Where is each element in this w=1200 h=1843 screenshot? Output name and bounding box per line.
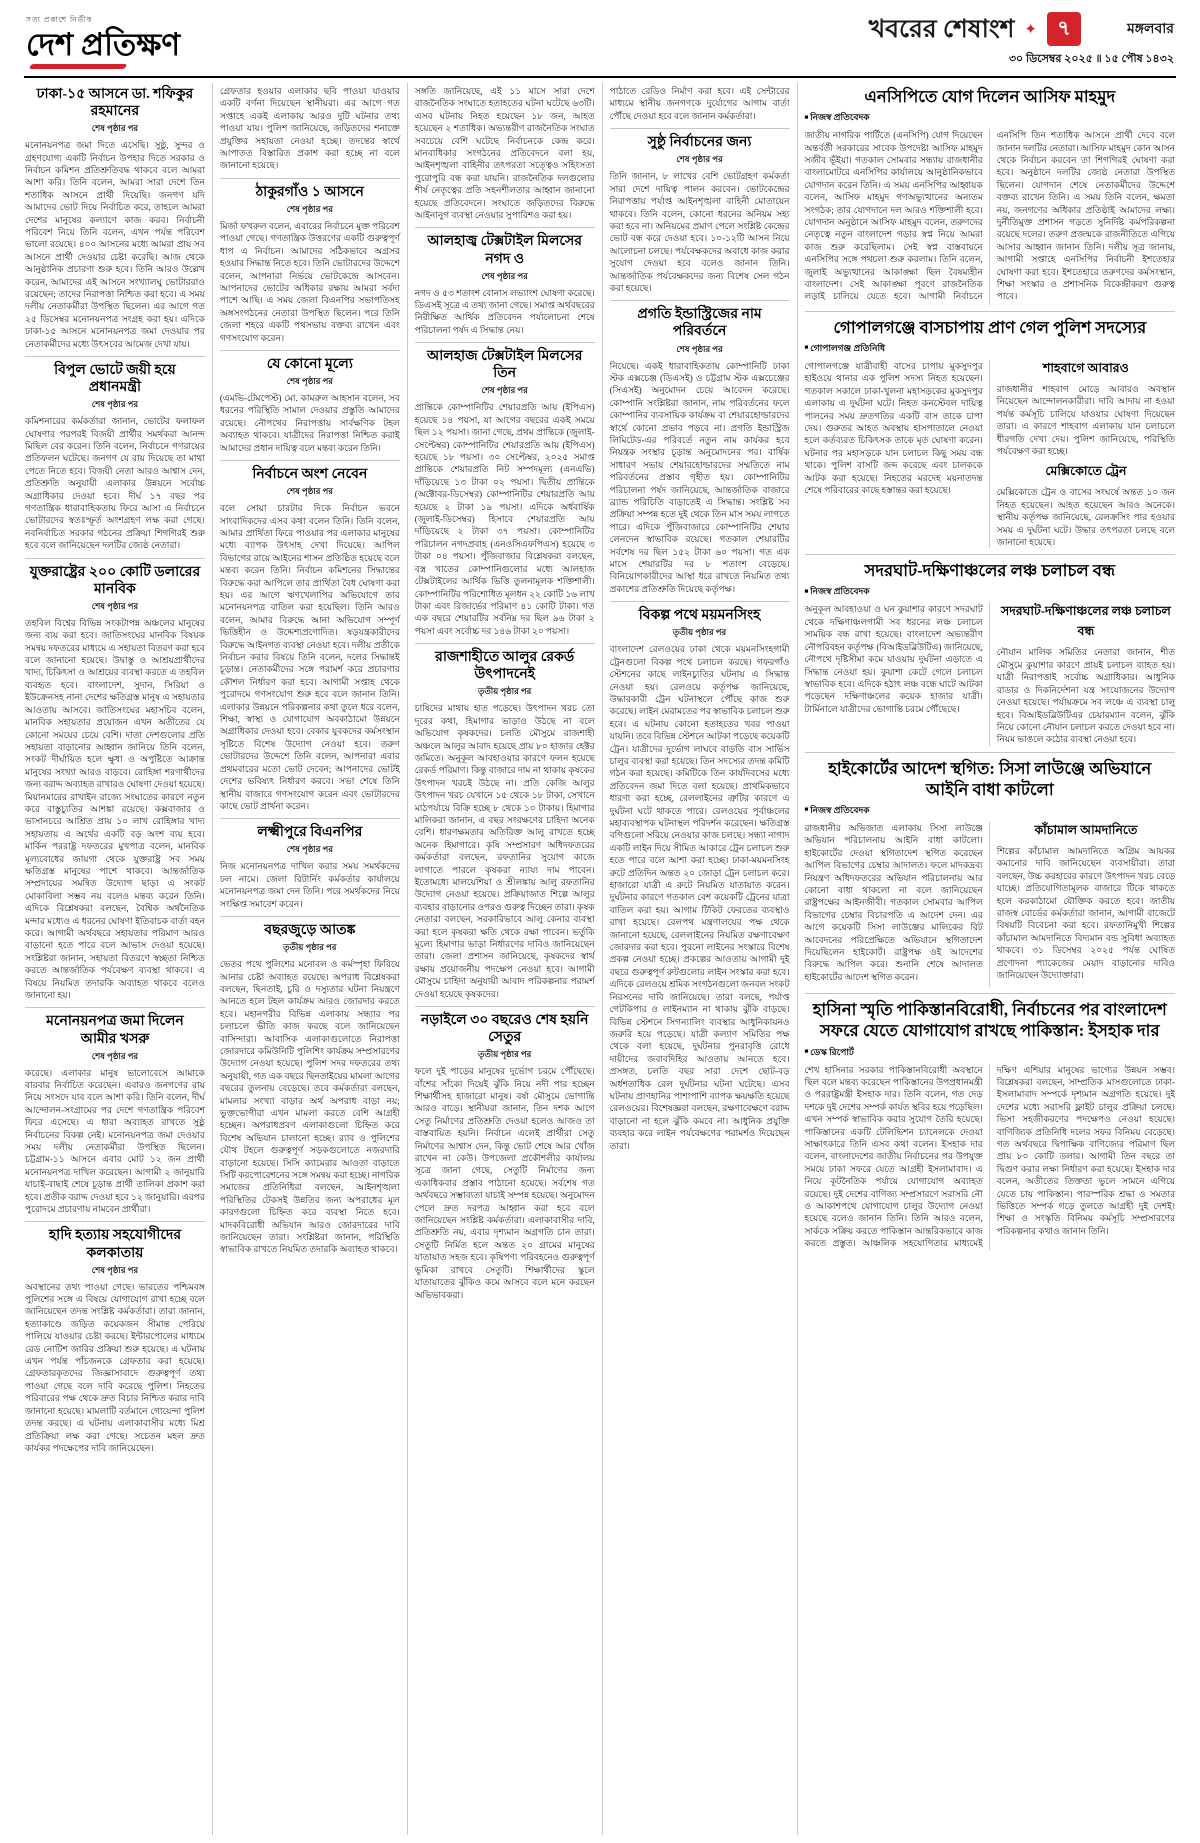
inner-headline: মেক্সিকোতে ট্রেন [1045, 464, 1127, 479]
continued-from-note: শেষ পৃষ্ঠার পর [91, 399, 139, 410]
article-body: পাঠাতে রেডিও নির্মাণ করা হবে। এই সেন্টারের মাধ্যমে স্থানীয় জনগণকে দুর্যোগের আগাম বার্তা পৌঁছে দেওয়া হবে বলে জানান কর্মকর্তারা। [609, 86, 790, 121]
article [415, 643, 595, 1000]
article [220, 460, 400, 812]
article-headline: এনসিপিতে যোগ দিলেন আসিফ মাহমুদ [864, 87, 1116, 106]
article-headline: যে কোনো মূল্যে [266, 356, 353, 372]
article [805, 311, 1176, 549]
article-headline: লক্ষ্মীপুরে বিএনপির [257, 825, 363, 841]
byline: ■ নিজস্ব প্রতিবেদক [805, 803, 1176, 818]
header-right-row [869, 12, 1174, 46]
article-body: মির্জা ফখরুল বলেন, এবারের নির্বাচনে মুক্ত পরিবেশ পাওয়া গেছে। গণতান্ত্রিক উত্তরণের একটি গুরুত্বপূর্ণ ধাপ এ নির্বাচন। আমাদের সঠিকভাবে অগ্রসর হওয়ার সিদ্ধান্ত নিতে হবে। তিনি ভোটারদের উদ্দেশে বলেন, আপনারা নির্ভয়ে ভোটকেন্দ্রে আসবেন। আপনাদের ভোটের অধিকার রক্ষায় আমরা সর্বদা পাশে আছি। এ সময় জেলা বিএনপির সভাপতিসহ অঙ্গসংগঠনের নেতারা উপস্থিত ছিলেন। পরে তিনি জেলা শহরে একটি পথসভায় বক্তব্য রাখেন এবং গণসংযোগ করেন। [219, 220, 400, 343]
header-right [869, 12, 1174, 69]
continued-from-note: শেষ পৃষ্ঠার পর [286, 203, 333, 214]
continued-from-note: শেষ পৃষ্ঠার পর [481, 385, 528, 396]
article-body: তিনি জানান, ৮ লাখের বেশি ভোটগ্রহণ কর্মকর্তা সারা দেশে দায়িত্ব পালন করবেন। ভোটকেন্দ্রের নিরাপত্তায় পর্যাপ্ত আইনশৃঙ্খলা বাহিনী মোতায়েন থাকবে। তিনি বলেন, কোনো ধরনের অনিয়ম সহ্য করা হবে না। অনিয়মের প্রমাণ পেলে সংশ্লিষ্ট কেন্দ্রের ভোট বন্ধ করে দেওয়া হবে। ১০-১২টি আসন নিয়ে আলোচনা চলছে। পর্যবেক্ষকদের অবাধে কাজ করার সুযোগ দেওয়া হবে বলেও জানান তিনি। আন্তর্জাতিক পর্যবেক্ষকদের জন্য বিশেষ সেল গঠন করা হয়েছে। [609, 171, 790, 293]
continued-from-note: শেষ পৃষ্ঠার পর [676, 343, 723, 354]
article-headline: ঢাকা-১৫ আসনে ডা. শফিকুর রহমানের [36, 87, 194, 120]
byline: ■ নিজস্ব প্রতিবেদক [805, 110, 1176, 125]
news-column-4 [603, 83, 798, 1835]
article [415, 342, 595, 637]
continued-from-note: শেষ পৃষ্ঠার পর [91, 1050, 139, 1061]
article-body: বাংলাদেশ রেলওয়ের ঢাকা থেকে ময়মনসিংহগামী ট্রেনগুলো বিকল্প পথে চলাচল করছে। গফরগাঁও স্টেশনের কাছে লাইনচ্যুতির ঘটনায় এ সিদ্ধান্ত নেওয়া হয়। রেলওয়ে কর্তৃপক্ষ জানিয়েছে, উদ্ধারকারী ট্রেন ঘটনাস্থলে পৌঁছে কাজ শুরু করেছে। লাইন মেরামতের পর স্বাভাবিক চলাচল শুরু হবে। এ ঘটনায় কোনো হতাহতের খবর পাওয়া যায়নি। তবে বিভিন্ন স্টেশনে আটকা পড়েছে কয়েকটি ট্রেন। যাত্রীদের দুর্ভোগ লাঘবে বাড়তি বাস সার্ভিস চালুর ব্যবস্থা করা হয়েছে। তিন সদস্যের তদন্ত কমিটি গঠন করা হয়েছে। কমিটিকে তিন কার্যদিবসের মধ্যে প্রতিবেদন জমা দিতে বলা হয়েছে। প্রাথমিকভাবে ধারণা করা হচ্ছে, রেললাইনের ত্রুটির কারণে এ দুর্ঘটনা ঘটে থাকতে পারে। রেলওয়ের পূর্বাঞ্চলের মহাব্যবস্থাপক ঘটনাস্থল পরিদর্শন করেছেন। ক্ষতিগ্রস্ত বগিগুলো সরিয়ে নেওয়ার কাজ চলছে। সন্ধ্যা নাগাদ একটি লাইন দিয়ে সীমিত আকারে ট্রেন চলাচল শুরু হতে পারে বলে আশা করা হচ্ছে। ঢাকা-ময়মনসিংহ রুটে প্রতিদিন অন্তত ২০ জোড়া ট্রেন চলাচল করে। হাজারো যাত্রী এ রুটে নিয়মিত যাতায়াত করেন। দুর্ঘটনার কারণে গতকাল বেশ কয়েকটি ট্রেনের যাত্রা বাতিল করা হয়। আগাম টিকিট ফেরতের ব্যবস্থাও রাখা হয়েছে। রেলপথ মন্ত্রণালয়ের পক্ষ থেকে জানানো হয়েছে, রেললাইনের নিয়মিত রক্ষণাবেক্ষণ জোরদার করা হবে। পুরনো লাইনের সংস্কারে বিশেষ প্রকল্প নেওয়া হচ্ছে। প্রকল্পের আওতায় আগামী দুই বছরে গুরুত্বপূর্ণ রুটগুলোর লাইন সংস্কার করা হবে। এদিকে রেলওয়ে শ্রমিক সংগঠনগুলো জনবল সংকট নিরসনের দাবি জানিয়েছে। তারা বলছে, পর্যাপ্ত গেটকিপার ও লাইনম্যান না থাকায় ঝুঁকি বাড়ছে। বিভিন্ন স্টেশনে সিগন্যালিং ব্যবস্থার আধুনিকায়নও জরুরি হয়ে পড়েছে। যাত্রী কল্যাণ সমিতির পক্ষ থেকে বলা হয়েছে, দুর্ঘটনার পুনরাবৃত্তি রোধে দায়ীদের জবাবদিহির আওতায় আনতে হবে। প্রসঙ্গত, চলতি বছর সারা দেশে ছোট-বড় অর্ধশতাধিক রেল দুর্ঘটনার ঘটনা ঘটেছে। এসব ঘটনায় প্রাণহানির পাশাপাশি ব্যাপক ক্ষয়ক্ষতি হয়েছে রেলওয়ের। বিশেষজ্ঞরা বলছেন, রক্ষণাবেক্ষণে বরাদ্দ বাড়ানো না হলে ঝুঁকি কমবে না। আধুনিক প্রযুক্তি ব্যবহার করে লাইন পর্যবেক্ষণের পরামর্শও দিয়েছেন তারা। [609, 644, 790, 1151]
continued-from-note: তৃতীয় পৃষ্ঠার পর [478, 686, 532, 697]
continued-from-note: তৃতীয় পৃষ্ঠার পর [283, 942, 337, 953]
inner-headline: শাহবাগে আবারও [1043, 360, 1129, 375]
article-body: কমিশনারের কর্মকর্তারা জানান, ভোটের ফলাফল ঘোষণার পরপরই বিজয়ী প্রার্থীর সমর্থকরা আনন্দ মিছিল বের করেন। তিনি বলেন, নির্বাচনে গণরায়ের প্রতিফলন ঘটেছে। জনগণ যে রায় দিয়েছে তা মাথা পেতে নিতে হবে। বিজয়ী নেতা আরও আশ্বাস দেন, প্রতিশ্রুতি অনুযায়ী এলাকার উন্নয়নে সর্বোচ্চ অগ্রাধিকার দেওয়া হবে। দীর্ঘ ১৭ বছর পর গণতান্ত্রিক ধারাবাহিকতায় ফিরে আসা এ নির্বাচনে ভোটারদের স্বতঃস্ফূর্ত অংশগ্রহণ লক্ষ করা গেছে। নবনির্বাচিত সরকার গঠনের প্রক্রিয়া শিগগিরই শুরু হবে বলে জানিয়েছেন দলটির জ্যেষ্ঠ নেতারা। [25, 416, 205, 551]
article-headline: আলহাজ্ব টেক্সটাইল মিলসের নগদ ও [427, 234, 582, 267]
article [415, 85, 595, 221]
byline: ■ গোপালগঞ্জ প্রতিনিধি [805, 341, 1176, 356]
masthead [26, 15, 180, 69]
article-body: গোপালগঞ্জে যাত্রীবাহী বাসের চাপায় মুকসুদপুর হাইওয়ে থানার এক পুলিশ সদস্য নিহত হয়েছেন। গতকাল সকালে ঢাকা-খুলনা মহাসড়কের মুকসুদপুর এলাকায় এ দুর্ঘটনা ঘটে। নিহত কনস্টেবল দায়িত্ব পালনের সময় দ্রুতগতির একটি বাস তাকে চাপা দেয়। গুরুতর আহত অবস্থায় হাসপাতালে নেওয়া হলে কর্তব্যরত চিকিৎসক তাকে মৃত ঘোষণা করেন। ঘটনার পর মহাসড়কে যান চলাচল কিছু সময় বন্ধ থাকে। পুলিশ বাসটি জব্দ করেছে এবং চালককে আটক করা হয়েছে। নিহতের মরদেহ ময়নাতদন্ত শেষে পরিবারের কাছে হস্তান্তর করা হয়েছে। [804, 360, 983, 495]
ornament-icon: ✦ [1024, 21, 1037, 38]
article-body-columns [805, 129, 1176, 305]
article [610, 300, 790, 595]
article [415, 1006, 595, 1301]
continued-from-note: তৃতীয় পৃষ্ঠার পর [672, 627, 727, 638]
article-body: রাজধানীর শাহবাগ মোড়ে আবারও অবস্থান নিয়েছেন আন্দোলনকারীরা। দাবি আদায় না হওয়া পর্যন্ত কর্মসূচি চালিয়ে যাওয়ার ঘোষণা দিয়েছেন তারা। এ কারণে শাহবাগ এলাকায় যান চলাচলে ধীরগতি দেখা দেয়। পুলিশ জানিয়েছে, পরিস্থিতি পর্যবেক্ষণ করা হচ্ছে। [996, 383, 1176, 456]
continued-from-note: শেষ পৃষ্ঠার পর [286, 376, 333, 387]
news-column-2 [213, 83, 408, 1835]
article [25, 1221, 205, 1454]
article-body: নিয়েছে। একই ধারাবাহিকতায় কোম্পানিটি ঢাকা স্টক এক্সচেঞ্জ (ডিএসই) ও চট্টগ্রাম স্টক এক্সচেঞ্জের (সিএসই) অনুমোদন চেয়ে আবেদন করেছে। কোম্পানি সংশ্লিষ্টরা জানান, নাম পরিবর্তনের ফলে কোম্পানির ব্যবসায়িক কার্যক্রম বা শেয়ারহোল্ডারদের স্বার্থে কোনো প্রভাব পড়বে না। প্রগতি ইন্ডাস্ট্রিজ লিমিটেড-এর পরিবর্তে নতুন নাম কার্যকর হবে নিয়ন্ত্রক সংস্থার চূড়ান্ত অনুমোদনের পর। বার্ষিক সাধারণ সভায় শেয়ারহোল্ডারদের সম্মতিতে নাম পরিবর্তনের প্রস্তাব গৃহীত হয়। কোম্পানিটির পরিচালনা পর্ষদ জানিয়েছে, আন্তর্জাতিক বাজারে ব্র্যান্ড পরিচিতি বাড়াতেই এ সিদ্ধান্ত। সংশ্লিষ্ট সব প্রক্রিয়া সম্পন্ন হতে দুই থেকে তিন মাস সময় লাগতে পারে। এদিকে পুঁজিবাজারে কোম্পানিটির শেয়ার লেনদেন স্বাভাবিক রয়েছে। গতকাল শেয়ারটির সর্বশেষ দর ছিল ১৫২ টাকা ৬০ পয়সা। গত এক মাসে শেয়ারটির দর ৮ শতাংশ বেড়েছে। বিনিয়োগকারীদের আস্থা ধরে রাখতে নিয়মিত তথ্য প্রকাশের প্রতিশ্রুতি দিয়েছে কর্তৃপক্ষ। [609, 360, 790, 594]
article [610, 128, 790, 294]
inner-headline: সদরঘাট-দক্ষিণাঞ্চলের লঞ্চ চলাচল বন্ধ [1000, 604, 1171, 639]
article-headline: মনোনয়নপত্র জমা দিলেন আমীর খসরু [46, 1014, 184, 1047]
article-headline: হাইকোর্টের আদেশ স্থগিত: সিসা লাউঞ্জে অভিযানে আইনি বাধা কা‌টলো [828, 758, 1152, 799]
page-header [24, 6, 1176, 76]
article-body: বলে সোয়া চারটার দিকে নির্বাচন ভবনে সাংবাদিকদের এসব কথা বলেন তিনি। তিনি বলেন, আমার প্রার্থিতা ফিরে পাওয়ার পর এলাকার মানুষের মধ্যে ব্যাপক উৎসাহ দেখা দিয়েছে। আপিল বিভাগের রায়ে আইনের শাসন প্রতিষ্ঠিত হয়েছে বলে মন্তব্য করেন তিনি। নির্বাচন কমিশনের সিদ্ধান্তের বিরুদ্ধে করা আপিলে তার প্রার্থিতা বৈধ ঘোষণা করা হয়। এর আগে ঋণখেলাপির অভিযোগে তার মনোনয়নপত্র বাতিল করা হয়েছিল। তিনি আরও বলেন, আমার বিরুদ্ধে আনা অভিযোগ সম্পূর্ণ ভিত্তিহীন ও উদ্দেশ্যপ্রণোদিত। ষড়যন্ত্রকারীদের বিরুদ্ধে আইনগত ব্যবস্থা নেওয়া হবে। দলীয় প্রতীকে নির্বাচন করার বিষয়ে তিনি বলেন, দলের সিদ্ধান্তই চূড়ান্ত। নেতাকর্মীদের সঙ্গে পরামর্শ করে প্রচারণার কৌশল নির্ধারণ করা হবে। আগামী সপ্তাহ থেকে পুরোদমে গণসংযোগ শুরু হবে বলে জানান তিনি। এলাকার উন্নয়নে পরিকল্পনার কথা তুলে ধরে বলেন, শিক্ষা, স্বাস্থ্য ও যোগাযোগ অবকাঠামো উন্নয়নে অগ্রাধিকার দেওয়া হবে। বেকার যুবকদের কর্মসংস্থান সৃষ্টিতে বিশেষ উদ্যোগ নেওয়া হবে। তরুণ ভোটারদের উদ্দেশে তিনি বলেন, আপনারা এবার প্রথমবারের মতো ভোট দেবেন; আপনাদের ভোটই দেশের ভবিষ্যৎ নির্ধারণ করবে। সভা শেষে তিনি স্থানীয় বাজারে গণসংযোগ করেন এবং ভোটারদের কাছে ভোট প্রার্থনা করেন। [219, 503, 400, 811]
masthead-tagline: সত্য প্রকাশে নির্ভীক [26, 15, 93, 24]
article-body-columns [805, 822, 1176, 987]
article [805, 993, 1176, 1249]
article-headline: বিকল্প পথে ময়মনসিংহ [638, 608, 761, 624]
article-body: সঙ্গতি জানিয়েছে, এই ১১ মাসে সারা দেশে রাজনৈতিক সংঘাতে হতাহতের ঘটনা ঘটেছে ৬৩টি। এসব ঘটনায় নিহত হয়েছেন ১৮ জন, আহত হয়েছেন ২ শতাধিক। অভ্যন্তরীণ রাজনৈতিক সংঘাত সবচেয়ে বেশি ঘটেছে নির্বাচনকে কেন্দ্র করে। মানবাধিকার সংগঠনের প্রতিবেদনে বলা হয়, আইনশৃঙ্খলা বাহিনীর তৎপরতা সত্ত্বেও সহিংসতা পুরোপুরি বন্ধ করা যায়নি। রাজনৈতিক দলগুলোর শীর্ষ নেতৃত্বের প্রতি সহনশীলতার আহ্বান জানানো হয়েছে প্রতিবেদনে। সংঘাতে জড়িতদের বিরুদ্ধে আইনানুগ ব্যবস্থা নেওয়ার সুপারিশও করা হয়। [414, 86, 595, 221]
article-body: চাষিদের মাথায় হাত পড়েছে। উৎপাদন খরচ তো দূরের কথা, হিমাগার ভাড়াও উঠছে না বলে অভিযোগ কৃষকদের। চলতি মৌসুমে রাজশাহী অঞ্চলে আলুর আবাদ হয়েছে প্রায় ৮০ হাজার হেক্টর জমিতে। অনুকূল আবহাওয়ার কারণে ফলন হয়েছে রেকর্ড পরিমাণ। কিন্তু বাজারে দাম না থাকায় কৃষকের উৎপাদন খরচই উঠছে না। প্রতি কেজি আলুর উৎপাদন খরচ যেখানে ১৫ থেকে ১৮ টাকা, সেখানে মাঠপর্যায়ে বিক্রি হচ্ছে ৮ থেকে ১০ টাকায়। হিমাগার মালিকরা জানান, এ বছর সংরক্ষণের চাহিদা অনেক বেশি। ধারণক্ষমতার অতিরিক্ত আলু রাখতে হচ্ছে অনেক হিমাগারে। কৃষি সম্প্রসারণ অধিদফতরের কর্মকর্তারা বলছেন, রফতানির সুযোগ কাজে লাগাতে পারলে কৃষকরা ন্যায্য দাম পাবেন। ইতোমধ্যে মালয়েশিয়া ও শ্রীলঙ্কায় আলু রফতানির উদ্যোগ নেওয়া হয়েছে। প্রক্রিয়াজাত শিল্পে আলুর ব্যবহার বাড়ানোর ওপরও গুরুত্ব দিচ্ছেন তারা। কৃষক নেতারা বলছেন, সরকারিভাবে আলু কেনার ব্যবস্থা করা হলে কৃষকরা ক্ষতি থেকে রক্ষা পাবেন। ভর্তুকি মূল্যে হিমাগার ভাড়া নির্ধারণের দাবিও জানিয়েছেন তারা। জেলা প্রশাসন জানিয়েছে, কৃষকদের স্বার্থ রক্ষায় প্রয়োজনীয় পদক্ষেপ নেওয়া হবে। আগামী মৌসুমে চাহিদা অনুযায়ী আবাদ পরিকল্পনার পরামর্শ দেওয়া হয়েছে কৃষকদের। [414, 703, 595, 999]
article-headline: ঠাকুরগাঁও ১ আসনে [255, 184, 364, 200]
inner-headline: কাঁচামাল আমদানিতে [1034, 822, 1138, 837]
article-headline: বছরজুড়ে আতঙ্ক [264, 923, 356, 939]
article [220, 178, 400, 344]
news-column-1 [24, 83, 213, 1835]
article-body: ভেতর পথে পুলিশের মনোবল ও কর্মস্পৃহা ফিরিয়ে আনার চেষ্টা অব্যাহত রয়েছে। অপরাধ বিশ্লেষকরা বলছেন, ছিনতাই, চুরি ও দস্যুতার ঘটনা নিয়ন্ত্রণে আনতে হলে টহল কার্যক্রম আরও জোরদার করতে হবে। মহানগরীর বিভিন্ন এলাকায় সন্ধ্যার পর চলাচলে ভীতি কাজ করছে বলে জানিয়েছেন বাসিন্দারা। আবাসিক এলাকাগুলোতে নিরাপত্তা জোরদারে কমিউনিটি পুলিশিং কার্যক্রম সম্প্রসারণের উদ্যোগ নেওয়া হয়েছে। পুলিশ সদর দফতরের তথ্য অনুযায়ী, গত এক বছরে ছিনতাইয়ের মামলা আগের বছরের তুলনায় বেড়েছে। তবে কর্মকর্তারা বলছেন, মামলার সংখ্যা বাড়ার অর্থ অপরাধ বাড়া নয়; ভুক্তভোগীরা এখন মামলা করতে বেশি আগ্রহী হচ্ছেন। অপরাধপ্রবণ এলাকাগুলো চিহ্নিত করে বিশেষ অভিযান চালানো হচ্ছে। র‍্যাব ও পুলিশের যৌথ টহলে গুরুত্বপূর্ণ সড়কগুলোতে নজরদারি বাড়ানো হয়েছে। সিসি ক্যামেরার আওতা বাড়াতে সিটি করপোরেশনের সঙ্গে সমন্বয় করা হচ্ছে। নাগরিক সমাজের প্রতিনিধিরা বলছেন, আইনশৃঙ্খলা পরিস্থিতির টেকসই উন্নতির জন্য অপরাধের মূল কারণগুলো চিহ্নিত করে ব্যবস্থা নিতে হবে। মাদকবিরোধী অভিযান আরও জোরদারের দাবি জানিয়েছেন তারা। সংশ্লিষ্টরা জানান, পরিস্থিতি স্বাভাবিক রাখতে নিয়মিত তদারকি অব্যাহত থাকবে। [219, 959, 400, 1255]
article [25, 86, 205, 350]
article-headline: আলহাজ টেক্সটাইল মিলসের তিন [426, 349, 583, 382]
article-body: গ্রেফতার হওয়ার এলাকার ছবি পাওয়া যাওয়ার একটি বর্ণনা দিয়েছেন স্থানীয়রা। এর আগে গত সপ্তাহে একই এলাকায় আরও দুটি ঘটনার তথ্য পাওয়া যায়। পুলিশ জানিয়েছে, জড়িতদের শনাক্তে প্রযুক্তির সহায়তা নেওয়া হচ্ছে। তদন্তের স্বার্থে আপাতত বিস্তারিত প্রকাশ করা হচ্ছে না বলে জানানো হয়েছে। [219, 86, 400, 171]
article-body: নগদ ও ৫৩ শতাংশ বোনাস লভ্যাংশ ঘোষণা করেছে। ডিএসই সূত্রে এ তথ্য জানা গেছে। সমাপ্ত অর্থবছরের নিরীক্ষিত আর্থিক প্রতিবেদন পর্যালোচনা শেষে পরিচালনা পর্ষদ এ সিদ্ধান্ত নেয়। [414, 287, 595, 335]
article-body: ফলে দুই পাড়ের মানুষের দুর্ভোগ চরমে পৌঁছেছে। বাঁশের সাঁকো দিয়েই ঝুঁকি নিয়ে নদী পার হচ্ছেন শিক্ষার্থীসহ হাজারো মানুষ। বর্ষা মৌসুমে ভোগান্তি আরও বাড়ে। স্থানীয়রা জানান, তিন দশক আগে সেতু নির্মাণের প্রতিশ্রুতি দেওয়া হলেও আজও তা বাস্তবায়িত হয়নি। নির্বাচন এলেই প্রার্থীরা সেতু নির্মাণের আশ্বাস দেন, কিন্তু ভোট শেষে আর খোঁজ রাখেন না কেউ। উপজেলা প্রকৌশলীর কার্যালয় সূত্রে জানা গেছে, সেতুটি নির্মাণের জন্য একাধিকবার প্রস্তাব পাঠানো হয়েছে। সর্বশেষ গত অর্থবছরে সম্ভাব্যতা যাচাই সম্পন্ন হয়েছে। অনুমোদন পেলে দ্রুত দরপত্র আহ্বান করা হবে বলে জানিয়েছেন সংশ্লিষ্ট কর্মকর্তারা। এলাকাবাসীর দাবি, প্রতিশ্রুতি নয়, এবার দৃশ্যমান অগ্রগতি চান তারা। সেতুটি নির্মিত হলে অন্তত ২০ গ্রামের মানুষের যাতায়াত সহজ হবে। কৃষিপণ্য পরিবহনেও গুরুত্বপূর্ণ ভূমিকা রাখবে সেতুটি। শিক্ষার্থীদের স্কুলে যাতায়াতের ঝুঁকিও কমে আসবে বলে মনে করছেন অভিভাবকরা। [414, 1066, 595, 1300]
article [220, 818, 400, 910]
article-headline: হাদি হত্যায় সহযোগীদের কলকাতায় [48, 1228, 182, 1261]
article-headline: বিপুল ভোটে জয়ী হয়ে প্রধানমন্ত্রী [54, 363, 176, 396]
article [805, 86, 1176, 305]
article [805, 554, 1176, 745]
article [25, 356, 205, 552]
article-headline: সুষ্ঠু নির্বাচনের জন্য [647, 135, 752, 151]
article [805, 752, 1176, 988]
article [220, 85, 400, 172]
article-body: (এমভি-টেমপেস্ট) মো. কামরুল আহসান বলেন, সব ধরনের পরিস্থিতি সামাল দেওয়ার প্রস্তুতি আমাদের রয়েছে। নৌপথের নিরাপত্তায় সার্বক্ষণিক টহল অব্যাহত থাকবে। যাত্রীদের নিরাপত্তা নিশ্চিত করাই আমাদের প্রধান দায়িত্ব বলে মন্তব্য করেন তিনি। [219, 393, 400, 453]
article [25, 1007, 205, 1215]
continued-from-note: শেষ পৃষ্ঠার পর [286, 486, 333, 497]
article-body: শিল্পের কাঁচামাল আমদানিতে অগ্রিম আয়কর কমানোর দাবি জানিয়েছেন ব্যবসায়ীরা। তারা বলছেন, উচ্চ করহারের কারণে উৎপাদন খরচ বেড়ে যাচ্ছে। প্রতিযোগিতামূলক বাজারে টিকে থাকতে হলে করকাঠামো যৌক্তিক করতে হবে। জাতীয় রাজস্ব বোর্ডের কর্মকর্তারা জানান, আগামী বাজেটে বিষয়টি বিবেচনা করা হবে। রফতানিমুখী শিল্পের কাঁচামাল আমদানিতে বিদ্যমান বন্ড সুবিধা অব্যাহত থাকবে। ৩১ ডিসেম্বর ২০২৫ পর্যন্ত ঘোষিত প্রণোদনা প্যাকেজের মেয়াদ বাড়ানোর দাবিও জানিয়েছেন উদ্যোক্তারা। [996, 845, 1176, 981]
article-body: তহবিল বিশ্বের বিভিন্ন সংকটাপন্ন অঞ্চলের মানুষের জন্য ব্যয় করা হবে। জাতিসংঘের মানবিক বিষয়ক সমন্বয় দফতরের মাধ্যমে এ সহায়তা বিতরণ করা হবে বলে জানানো হয়েছে। উদ্বাস্তু ও আশ্রয়প্রার্থীদের খাদ্য, চিকিৎসা ও আশ্রয়ের ব্যবস্থা করতে এ তহবিল ব্যবহৃত হবে। বাংলাদেশ, সুদান, সিরিয়া ও ইউক্রেনসহ নানা দেশের ক্ষতিগ্রস্ত মানুষ এ সহায়তার আওতায় আসবে। জাতিসংঘের মহাসচিব বলেন, মানবিক সহায়তার প্রয়োজন এখন অতীতের যে কোনো সময়ের চেয়ে বেশি। দাতা দেশগুলোর প্রতি সহায়তা বাড়ানোর আহ্বান জানিয়ে তিনি বলেন, সংকট দীর্ঘায়িত হলে ক্ষুধা ও অপুষ্টিতে আক্রান্ত মানুষের সংখ্যা আরও বাড়বে। রোহিঙ্গা শরণার্থীদের জন্য বরাদ্দ অব্যাহত রাখারও ঘোষণা দেওয়া হয়েছে। মিয়ানমারের রাখাইন রাজ্যে সংঘাতের কারণে নতুন করে বাস্তুচ্যুতির আশঙ্কা রয়েছে। কক্সবাজার ও ভাসানচরে আশ্রিত প্রায় ১০ লাখ রোহিঙ্গার খাদ্য সহায়তায় এ অর্থের একটি বড় অংশ ব্যয় হবে। মার্কিন পররাষ্ট্র দফতরের মুখপাত্র বলেন, মানবিক মূল্যবোধের জায়গা থেকে যুক্তরাষ্ট্র সব সময় ক্ষতিগ্রস্ত মানুষের পাশে থাকবে। আন্তর্জাতিক সম্প্রদায়ের সমন্বিত উদ্যোগ ছাড়া এ সংকট মোকাবিলা সম্ভব নয় বলেও মন্তব্য করেন তিনি। এদিকে বিশ্লেষকরা বলছেন, বৈশ্বিক অর্থনৈতিক মন্দার মধ্যেও এ ধরনের ঘোষণা ইতিবাচক বার্তা বহন করে। আগামী অর্থবছরে সহায়তার পরিমাণ আরও বাড়ানো হতে পারে বলে আভাস দেওয়া হয়েছে। সংশ্লিষ্টরা জানান, সহায়তা বিতরণে স্বচ্ছতা নিশ্চিত করতে আন্তর্জাতিক পর্যবেক্ষণ ব্যবস্থা থাকবে। এ বিষয়ে নিয়মিত তদারকি অব্যাহত থাকবে বলেও জানানো হয়। [25, 617, 205, 1001]
article-body: অনুকূল আবহাওয়া ও ঘন কুয়াশার কারণে সদরঘাট থেকে দক্ষিণাঞ্চলগামী সব ধরনের লঞ্চ চলাচল সাময়িক বন্ধ রাখা হয়েছে। বাংলাদেশ অভ্যন্তরীণ নৌপরিবহন কর্তৃপক্ষ (বিআইডব্লিউটিএ) জানিয়েছে, নৌপথে দৃষ্টিসীমা কমে যাওয়ায় দুর্ঘটনা এড়াতে এ সিদ্ধান্ত নেওয়া হয়। কুয়াশা কেটে গেলে চলাচল স্বাভাবিক হবে। এদিকে হঠাৎ লঞ্চ বন্ধে ঘাটে আটকা পড়েছেন দক্ষিণাঞ্চলের কয়েক হাজার যাত্রী। টার্মিনালে যাত্রীদের ভোগান্তি চরমে পৌঁছেছে। [804, 604, 983, 714]
article-headline: প্রগতি ইন্ডাস্ট্রিজের নাম পরিবর্তনে [637, 307, 762, 340]
continued-from-note: শেষ পৃষ্ঠার পর [286, 844, 333, 855]
article-headline: সদরঘাট-দক্ষিণাঞ্চলের লঞ্চ চলাচল বন্ধ [864, 561, 1116, 581]
article [220, 350, 400, 454]
article-headline: নির্বাচনে অংশ নেবেন [252, 467, 368, 483]
date-line: ৩০ ডিসেম্বর ২০২৫ ॥ ১৫ পৌষ ১৪৩২ [1008, 53, 1174, 65]
right-double-column-section [798, 83, 1177, 1835]
article-body: নৌযান মালিক সমিতির নেতারা জানান, শীত মৌসুমে কুয়াশার কারণে প্রায়ই চলাচল ব্যাহত হয়। যাত্রী নিরাপত্তাই সর্বোচ্চ অগ্রাধিকার। আধুনিক রাডার ও দিকনির্দেশনা যন্ত্র সংযোজনের উদ্যোগ নেওয়া হয়েছে। পর্যায়ক্রমে সব লঞ্চে এ ব্যবস্থা চালু হবে। বিআইডব্লিউটিএর চেয়ারম্যান বলেন, ঝুঁকি নিয়ে কোনো নৌযান চলাচল করতে দেওয়া হবে না। নিয়ম ভাঙলে কঠোর ব্যবস্থা নেওয়া হবে। [996, 647, 1176, 745]
article [415, 227, 595, 336]
continued-from-note: শেষ পৃষ্ঠার পর [91, 600, 139, 611]
article [610, 85, 790, 122]
article-body: শেখ হাসিনার সরকার পাকিস্তানবিরোধী অবস্থানে ছিল বলে মন্তব্য করেছেন পাকিস্তানের উপপ্রধানমন্ত্রী ও পররাষ্ট্রমন্ত্রী ইসহাক দার। তিনি বলেন, গত দেড় দশকে দুই দেশের সম্পর্ক কার্যত স্থবির হয়ে পড়েছিল। এখন সম্পর্ক স্বাভাবিক করার সুযোগ তৈরি হয়েছে। পাকিস্তানের একটি টেলিভিশন চ্যানেলকে দেওয়া সাক্ষাৎকারে তিনি এসব কথা বলেন। ইসহাক দার বলেন, বাংলাদেশের জাতীয় নির্বাচনের পর উপযুক্ত সময়ে ঢাকা সফরে যেতে আগ্রহী ইসলামাবাদ। এ নিয়ে কূটনৈতিক পর্যায়ে যোগাযোগ অব্যাহত রয়েছে। দুই দেশের বাণিজ্য সম্প্রসারণে সরাসরি নৌ ও আকাশপথে যোগাযোগ চালুর উদ্যোগ নেওয়া হয়েছে বলেও জানান তিনি। তিনি আরও বলেন, সার্ককে সক্রিয় করতে পাকিস্তান আন্তরিকভাবে কাজ করতে প্রস্তুত। আঞ্চলিক সহযোগিতার মাধ্যমেই দক্ষিণ এশিয়ার মানুষের ভাগ্যের উন্নয়ন সম্ভব। বিশ্লেষকরা বলছেন, সাম্প্রতিক মাসগুলোতে ঢাকা-ইসলামাবাদ সম্পর্কে দৃশ্যমান অগ্রগতি হয়েছে। দুই দেশের মধ্যে সরাসরি ফ্লাইট চালুর প্রক্রিয়া চলছে। ভিসা সহজীকরণের পদক্ষেপও নেওয়া হয়েছে। বাণিজ্যিক প্রতিনিধি দলের সফর বিনিময় বেড়েছে। গত অর্থবছরে দ্বিপাক্ষিক বাণিজ্যের পরিমাণ ছিল প্রায় ৮০ কোটি ডলার। আগামী তিন বছরে তা দ্বিগুণ করার লক্ষ্য নির্ধারণ করা হয়েছে। ইসহাক দার বলেন, অতীতের তিক্ততা ভুলে সামনে এগিয়ে যেতে চায় পাকিস্তান। পারস্পরিক শ্রদ্ধা ও সমতার ভিত্তিতে সম্পর্ক গড়ে তুলতে আগ্রহী দুই দেশই। শিক্ষা ও সংস্কৃতি বিনিময় কর্মসূচি সম্প্রসারণের পরিকল্পনার কথাও জানান তিনি। [804, 1064, 1176, 1249]
byline: ■ নিজস্ব প্রতিবেদক [805, 584, 1176, 599]
article-headline: গোপালগঞ্জে বাসচাপায় প্রাণ গেল পুলিশ সদস্যের [833, 317, 1147, 337]
article-body-columns [805, 360, 1176, 548]
article [25, 558, 205, 1002]
article-body: রাজধানীর অভিজাত এলাকায় সিসা লাউঞ্জে অভিযান পরিচালনায় আইনি বাধা কাটলো। হাইকোর্টের দেওয়া স্থগিতাদেশ স্থগিত করেছেন আপিল বিভাগের চেম্বার আদালত। ফলে মাদকদ্রব্য নিয়ন্ত্রণ অধিদফতরের অভিযান পরিচালনায় আর কোনো বাধা থাকলো না বলে জানিয়েছেন রাষ্ট্রপক্ষের আইনজীবী। গতকাল সোমবার আপিল বিভাগের চেম্বার বিচারপতি এ আদেশ দেন। এর আগে কয়েকটি সিসা লাউঞ্জের মালিকের রিট আবেদনের পরিপ্রেক্ষিতে অভিযানে স্থগিতাদেশ দিয়েছিলেন হাইকোর্ট। রাষ্ট্রপক্ষ ওই আদেশের বিরুদ্ধে আপিল করে। শুনানি শেষে আদালত হাইকোর্টের আদেশ স্থগিত করেন। [804, 822, 983, 982]
masthead-title: দেশ প্রতিক্ষণ [26, 27, 181, 62]
article-headline: রাজশাহীতে আলুর রেকর্ড উৎপাদনেই [435, 650, 575, 683]
news-column-3 [408, 83, 603, 1835]
continued-from-note: শেষ পৃষ্ঠার পর [91, 1264, 139, 1275]
article-body-columns [805, 603, 1176, 745]
section-title: খবরের শেষাংশ [868, 15, 1015, 43]
continued-from-note: শেষ পৃষ্ঠার পর [91, 123, 139, 134]
article-body: করেছে। এলাকার মানুষ ভালোবেসে আমাকে বারবার নির্বাচিত করেছেন। এবারও জনগণের রায় নিয়ে সংসদে যাব বলে আশা করি। তিনি বলেন, দীর্ঘ আন্দোলন-সংগ্রামের পর দেশে গণতান্ত্রিক পরিবেশ ফিরে এসেছে। এ ধারা অব্যাহত রাখতে সুষ্ঠু নির্বাচনের বিকল্প নেই। মনোনয়নপত্র জমা দেওয়ার সময় দলীয় নেতাকর্মীরা উপস্থিত ছিলেন। চট্টগ্রাম-১১ আসনে এবার মোট ১২ জন প্রার্থী মনোনয়নপত্র দাখিল করেছেন। আগামী ২ জানুয়ারি যাচাই-বাছাই শেষে চূড়ান্ত প্রার্থী তালিকা প্রকাশ করা হবে। প্রতীক বরাদ্দ দেওয়া হবে ১২ জানুয়ারি। এরপর পুরোদমে প্রচারণায় নামবেন প্রার্থীরা। [25, 1067, 205, 1215]
article-headline: হাসিনা স্মৃতি পাকিস্তানবিরোধী, নির্বাচনের পর বাংলাদেশ সফরে যেতে যোগাযোগ রাখছে পাকিস্তান: ইসহাক দার [812, 1000, 1167, 1041]
continued-from-note: তৃতীয় পৃষ্ঠার পর [478, 1049, 532, 1060]
continued-from-note: শেষ পৃষ্ঠার পর [676, 154, 723, 165]
article-body: অবস্থানের তথ্য পাওয়া গেছে। ভারতের পশ্চিমবঙ্গ পুলিশের সঙ্গে এ বিষয়ে যোগাযোগ রাখা হচ্ছে বলে জানিয়েছেন তদন্ত সংশ্লিষ্ট কর্মকর্তারা। তারা জানান, হত্যাকাণ্ডে জড়িত কয়েকজন সীমান্ত পেরিয়ে পালিয়ে যাওয়ার চেষ্টা করছে। ইন্টারপোলের মাধ্যমে রেড নোটিশ জারির প্রক্রিয়া শুরু হয়েছে। এ ঘটনায় এখন পর্যন্ত পাঁচজনকে গ্রেফতার করা হয়েছে। গ্রেফতারকৃতদের জিজ্ঞাসাবাদে গুরুত্বপূর্ণ তথ্য পাওয়া গেছে বলে দাবি করেছে পুলিশ। নিহতের পরিবারের পক্ষ থেকে দ্রুত বিচার নিশ্চিত করার দাবি জানানো হয়েছে। মামলাটি বর্তমানে গোয়েন্দা পুলিশ তদন্ত করছে। এ ঘটনায় এলাকাবাসীর মধ্যে মিশ্র প্রতিক্রিয়া লক্ষ করা গেছে। সচেতন মহল দ্রুত কার্যকর পদক্ষেপের দাবি জানিয়েছেন। [25, 1281, 205, 1453]
byline: ■ ডেস্ক রিপোর্ট [805, 1045, 1176, 1060]
article-body: মনোনয়নপত্র জমা দিতে এসেছি। সুষ্ঠু, সুন্দর ও গ্রহণযোগ্য একটি নির্বাচন উপহার দিতে সরকার ও নির্বাচন কমিশন প্রতিশ্রুতিবদ্ধ থাকবে বলে আমরা আশা করি। তিনি বলেন, আমরা সারা দেশে তিন শতাধিক আসনে প্রার্থী দিয়েছি। জনগণ যদি আমাদের ভোট দিয়ে নির্বাচিত করে, তাহলে আমরা দেশের মানুষের কল্যাণে কাজ করব। নির্বাচনী পরিবেশ নিয়ে তিনি বলেন, এখন পর্যন্ত পরিবেশ ভালো রয়েছে। ৪০০ আসনের মধ্যে আমরা প্রায় সব আসনে প্রার্থী দেওয়ার চেষ্টা করেছি। আজ থেকে আনুষ্ঠানিক প্রচারণা শুরু হবে। তিনি আরও উল্লেখ করেন, আমাদের এই আসনে সংখ্যালঘু ভোটাররাও রয়েছেন; তাদের নিরাপত্তা নিশ্চিত করা হবে। এ সময় দলীয় নেতাকর্মীরা উপস্থিত ছিলেন। এর আগে গত ২৫ ডিসেম্বর মনোনয়নপত্র সংগ্রহ করা হয়। এদিকে ঢাকা-১৫ আসনে মনোনয়নপত্র জমা দেওয়ার পর নেতাকর্মীদের মধ্যে উৎসবের আমেজ দেখা যায়। [25, 140, 205, 349]
article [610, 601, 790, 1152]
weekday-label: মঙ্গলবার [1126, 22, 1174, 37]
article-body: মেক্সিকোতে ট্রেন ও বাসের সংঘর্ষে অন্তত ১০ জন নিহত হয়েছেন। আহত হয়েছেন আরও অনেকে। স্থানীয় কর্তৃপক্ষ জানিয়েছে, রেলক্রসিং পার হওয়ার সময় এ দুর্ঘটনা ঘটে। উদ্ধার তৎপরতা চলছে বলে জানানো হয়েছে। [996, 487, 1176, 547]
article-body: প্রান্তিকে কোম্পানিটির শেয়ারপ্রতি আয় (ইপিএস) হয়েছে ১৪ পয়সা, যা আগের বছরের একই সময়ে ছিল ১২ পয়সা। জানা গেছে, প্রথম প্রান্তিকে (জুলাই-সেপ্টেম্বর) কোম্পানিটির শেয়ারপ্রতি আয় (ইপিএস) হয়েছে ১৮ পয়সা। ৩০ সেপ্টেম্বর, ২০২৫ সমাপ্ত প্রান্তিকে শেয়ারপ্রতি নিট সম্পদমূল্য (এনএভি) দাঁড়িয়েছে ১৩ টাকা ০২ পয়সা। দ্বিতীয় প্রান্তিকে (অক্টোবর-ডিসেম্বর) কোম্পানিটির শেয়ারপ্রতি আয় হয়েছে ২ টাকা ১৯ পয়সা। এদিকে অর্ধবার্ষিক (জুলাই-ডিসেম্বর) হিসাবে শেয়ারপ্রতি আয় দাঁড়িয়েছে ২ টাকা ৩৭ পয়সা। কোম্পানিটির পরিচালন নগদপ্রবাহ (এনওসিএফপিএস) হয়েছে ৩ টাকা ০৪ পয়সা। পুঁজিবাজার বিশ্লেষকরা বলছেন, বস্ত্র খাতের কোম্পানিগুলোর মধ্যে আলহাজ টেক্সটাইলের আর্থিক ভিত্তি তুলনামূলক শক্তিশালী। কোম্পানিটির পরিশোধিত মূলধন ২২ কোটি ১৬ লাখ টাকা এবং রিজার্ভের পরিমাণ ৪১ কোটি টাকা। গত এক বছরে শেয়ারটির সর্বনিম্ন দর ছিল ৯৬ টাকা ২ পয়সা এবং সর্বোচ্চ দর ১৪৬ টাকা ২০ পয়সা। [414, 402, 595, 636]
article-body-columns [805, 1064, 1176, 1250]
continued-from-note: শেষ পৃষ্ঠার পর [481, 270, 528, 281]
columns-container [24, 83, 1176, 1835]
article [220, 916, 400, 1256]
article-headline: নড়াইলে ৩০ বছরেও শেষ হয়নি সেতুর [420, 1013, 589, 1046]
article-body: জাতীয় নাগরিক পার্টিতে (এনসিপি) যোগ দিয়েছেন অন্তর্বর্তী সরকারের সাবেক উপদেষ্টা আসিফ মাহমুদ সজীব ভূঁইয়া। গতকাল সোমবার সন্ধ্যায় রাজধানীর বাংলামোটরে এনসিপির কার্যালয়ে আনুষ্ঠানিকভাবে যোগদান করেন তিনি। এ সময় এনসিপির আহ্বায়ক বলেন, আসিফ মাহমুদ গণঅভ্যুত্থানের অন্যতম সংগঠক; তার যোগদানে দল আরও শক্তিশালী হবে। যোগদান অনুষ্ঠানে আসিফ মাহমুদ বলেন, তরুণদের নেতৃত্বে নতুন বাংলাদেশ গড়ার স্বপ্ন নিয়ে আমরা কাজ শুরু করেছিলাম। সেই স্বপ্ন বাস্তবায়নে এনসিপির সঙ্গে পথচলা শুরু করলাম। তিনি বলেন, জুলাই অভ্যুত্থানের আকাঙ্ক্ষা ছিল বৈষম্যহীন বাংলাদেশ। সেই আকাঙ্ক্ষা পূরণে রাজনৈতিক লড়াই চালিয়ে যেতে হবে। আগামী নির্বাচনে এনসিপি তিন শতাধিক আসনে প্রার্থী দেবে বলে জানান দলটির নেতারা। আসিফ মাহমুদ কোন আসন থেকে নির্বাচন করবেন তা শিগগিরই ঘোষণা করা হবে। অনুষ্ঠানে দলটির জ্যেষ্ঠ নেতারা উপস্থিত ছিলেন। যোগদান শেষে নেতাকর্মীদের উদ্দেশে বক্তব্য রাখেন তিনি। এ সময় তিনি বলেন, ক্ষমতা নয়, জনগণের অধিকার প্রতিষ্ঠাই আমাদের লক্ষ্য। দুর্নীতিমুক্ত প্রশাসন গড়তে সুনির্দিষ্ট কর্মপরিকল্পনা রয়েছে দলের। তরুণ প্রজন্মকে রাজনীতিতে এগিয়ে আসার আহ্বান জানান তিনি। দলীয় সূত্র জানায়, আগামী সপ্তাহে এনসিপির নির্বাচনী ইশতেহার ঘোষণা করা হবে। ইশতেহারে তরুণদের কর্মসংস্থান, শিক্ষা সংস্কার ও প্রশাসনিক বিকেন্দ্রীকরণ গুরুত্ব পাবে। [804, 130, 1176, 302]
article-headline: যুক্তরাষ্ট্রের ২০০ কোটি ডলারের মানবিক [29, 564, 201, 597]
page-number-badge: ৭ [1047, 12, 1081, 46]
masthead-underline-decoration [29, 64, 128, 69]
header-rule [24, 76, 1176, 78]
article-body: নিজ মনোনয়নপত্র দাখিল করার সময় সমর্থকদের ঢল নামে। জেলা রিটার্নিং কর্মকর্তার কার্যালয়ে মনোনয়নপত্র জমা দেন তিনি। পরে সমর্থকদের নিয়ে সংক্ষিপ্ত সমাবেশ করেন। [219, 861, 400, 909]
